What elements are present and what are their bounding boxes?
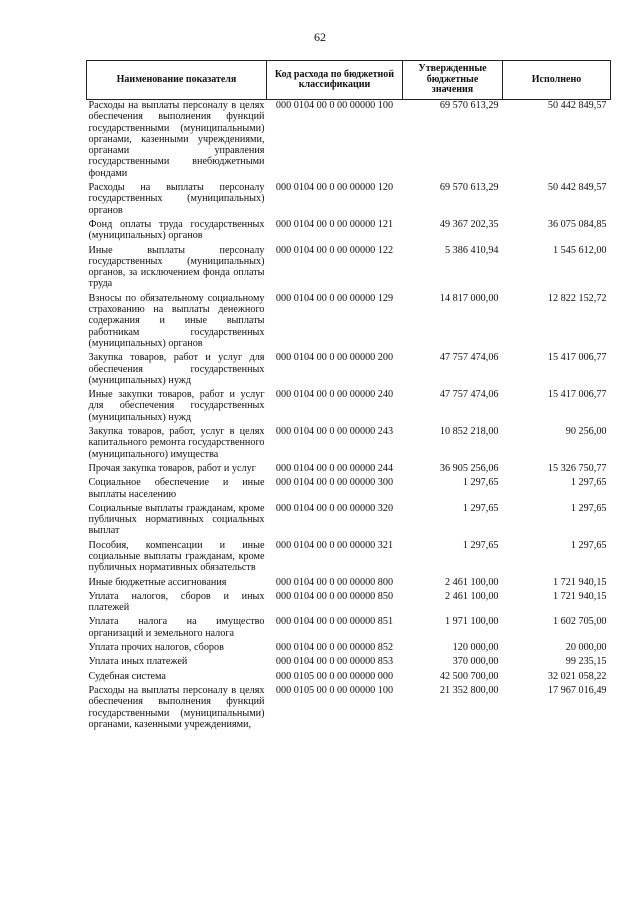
table-row [87,352,611,389]
row-executed: 20 000,00 [565,642,607,654]
table-row [87,616,611,642]
row-approved: 69 570 613,29 [439,182,499,194]
row-code: 000 0104 00 0 00 00000 320 [275,502,394,514]
table-row [87,591,611,617]
row-code: 000 0104 00 0 00 00000 852 [275,642,394,654]
table-row [87,477,611,503]
table-row [87,219,611,245]
row-code: 000 0104 00 0 00 00000 243 [275,426,394,438]
row-approved: 1 297,65 [462,502,499,514]
table-row [87,293,611,352]
row-code: 000 0104 00 0 00 00000 121 [275,218,394,230]
row-executed: 32 021 058,22 [547,670,607,682]
row-code: 000 0104 00 0 00 00000 122 [275,244,394,256]
row-name: Иные выплаты персоналу государственных (муниципальных) органов, за исключением фонда оплаты труда [88,244,265,290]
row-approved: 5 386 410,94 [445,244,499,256]
row-approved: 2 461 100,00 [445,590,499,602]
row-code: 000 0104 00 0 00 00000 300 [275,477,394,489]
column-header-approved: Утвержденные бюджетные значения [403,61,503,100]
row-code: 000 0105 00 0 00 00000 000 [275,670,394,682]
row-name: Иные бюджетные ассигнования [88,576,227,588]
column-header-executed: Исполнено [503,61,611,100]
row-name: Расходы на выплаты персоналу в целях обеспечения выполнения функций государственными (муниципальными) органами, казенными учреждениями, [88,684,265,730]
row-approved: 370 000,00 [452,656,499,668]
row-executed: 15 326 750,77 [547,462,607,474]
row-code: 000 0104 00 0 00 00000 853 [275,656,394,668]
row-code: 000 0104 00 0 00 00000 129 [275,292,394,304]
table-row [87,245,611,293]
row-name: Фонд оплаты труда государственных (муниципальных) органов [88,218,265,242]
row-name: Судебная система [88,670,166,682]
row-approved: 42 500 700,00 [439,670,499,682]
row-name: Расходы на выплаты персоналу в целях обеспечения выполнения функций государственными (муниципальными) органами, казенными учреждениями, органами управления государственными внебюджетными фондами [88,100,265,179]
row-executed: 1 297,65 [570,477,607,489]
row-approved: 47 757 474,06 [439,389,499,401]
row-code: 000 0104 00 0 00 00000 200 [275,352,394,364]
row-executed: 50 442 849,57 [547,182,607,194]
row-name: Взносы по обязательному социальному страхованию на выплаты денежного содержания и иные выплаты работникам государственных (муниципальных) органов [88,292,265,349]
page-number: 62 [314,30,326,44]
row-approved: 2 461 100,00 [445,576,499,588]
row-name: Уплата налога на имущество организаций и земельного налога [88,616,265,639]
row-name: Прочая закупка товаров, работ и услуг [88,462,256,474]
table-row [87,671,611,685]
row-executed: 1 721 940,15 [553,576,607,588]
row-name: Расходы на выплаты персоналу государственных (муниципальных) органов [88,182,265,216]
row-executed: 1 721 940,15 [553,590,607,602]
table-row [87,656,611,670]
row-executed: 50 442 849,57 [547,100,607,111]
table-row [87,389,611,426]
row-executed: 1 602 705,00 [553,616,607,628]
row-executed: 1 297,65 [570,539,607,551]
row-name: Социальные выплаты гражданам, кроме публичных нормативных социальных выплат [88,502,265,537]
row-code: 000 0104 00 0 00 00000 851 [275,616,394,628]
table-row [87,100,611,183]
row-executed: 99 235,15 [565,656,607,668]
row-name: Уплата прочих налогов, сборов [88,642,224,654]
row-name: Иные закупки товаров, работ и услуг для обеспечения государственных (муниципальных) нужд [88,389,265,423]
row-code: 000 0104 00 0 00 00000 800 [275,576,394,588]
row-approved: 47 757 474,06 [439,352,499,364]
row-executed: 1 545 612,00 [553,244,607,256]
table-row [87,463,611,477]
row-code: 000 0104 00 0 00 00000 120 [275,182,394,194]
row-executed: 17 967 016,49 [547,684,607,696]
table-body [87,100,611,734]
row-code: 000 0104 00 0 00 00000 321 [275,539,394,551]
row-approved: 1 297,65 [462,539,499,551]
row-executed: 15 417 006,77 [547,389,607,401]
row-approved: 10 852 218,00 [439,426,499,438]
budget-execution-table [86,60,611,733]
row-approved: 120 000,00 [452,642,499,654]
table-row [87,540,611,577]
row-approved: 69 570 613,29 [439,100,499,111]
row-code: 000 0104 00 0 00 00000 850 [275,590,394,602]
table-row [87,182,611,219]
table-row [87,577,611,591]
row-executed: 1 297,65 [570,502,607,514]
table-row [87,685,611,733]
row-approved: 21 352 800,00 [439,684,499,696]
row-name: Закупка товаров, работ и услуг для обеспечения государственных (муниципальных) нужд [88,352,265,386]
column-header-name: Наименование показателя [87,61,267,100]
row-approved: 1 297,65 [462,477,499,489]
row-approved: 14 817 000,00 [439,292,499,304]
row-name: Уплата налогов, сборов и иных платежей [88,590,265,614]
column-header-code: Код расхода по бюджетной классификации [267,61,403,100]
row-code: 000 0104 00 0 00 00000 240 [275,389,394,401]
row-executed: 90 256,00 [565,426,607,438]
table-row [87,426,611,463]
row-name: Закупка товаров, работ, услуг в целях капитального ремонта государственного (муниципального) имущества [88,426,265,460]
row-approved: 36 905 256,06 [439,462,499,474]
row-executed: 12 822 152,72 [547,292,607,304]
row-name: Уплата иных платежей [88,656,188,668]
table-header-row [87,61,611,100]
row-code: 000 0104 00 0 00 00000 244 [275,462,394,474]
row-executed: 36 075 084,85 [547,218,607,230]
row-name: Пособия, компенсации и иные социальные выплаты гражданам, кроме публичных нормативных обязательств [88,539,265,574]
row-code: 000 0105 00 0 00 00000 100 [275,684,394,696]
row-approved: 1 971 100,00 [445,616,499,628]
table-row [87,642,611,656]
table-row [87,503,611,540]
row-name: Социальное обеспечение и иные выплаты населению [88,477,265,500]
row-executed: 15 417 006,77 [547,352,607,364]
row-code: 000 0104 00 0 00 00000 100 [275,100,394,111]
row-approved: 49 367 202,35 [439,218,499,230]
